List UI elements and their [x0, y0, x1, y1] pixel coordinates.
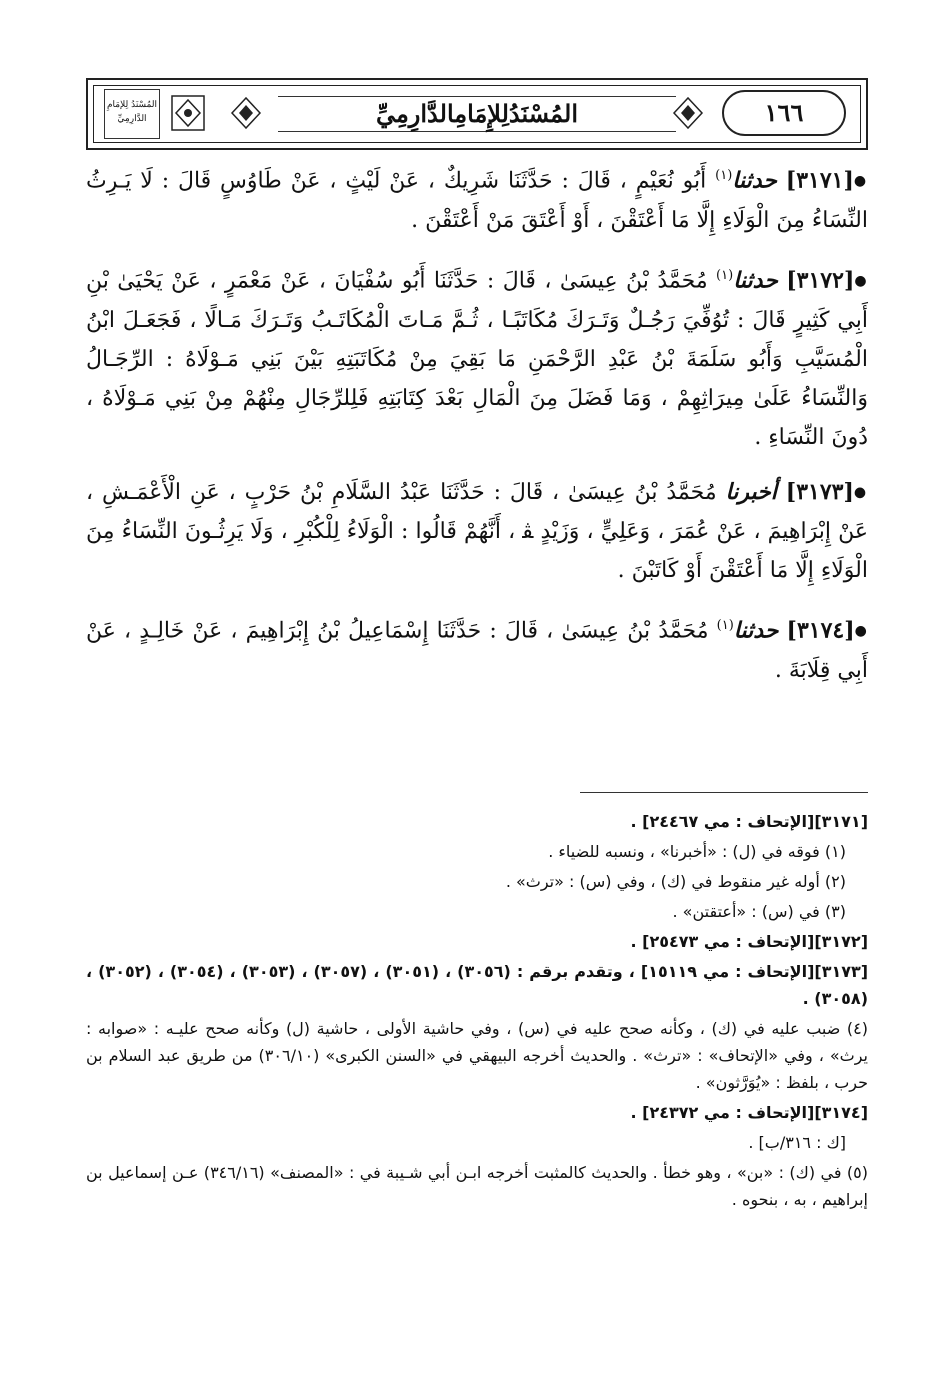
- hadith-opening: أخبرنا: [725, 478, 777, 505]
- hadith-number: [٣١٧٢]: [786, 267, 855, 294]
- hadith-opening: حدثنا: [733, 267, 778, 294]
- hadith-3173: [86, 473, 868, 591]
- footnote-item: [٣١٧٣][الإتحاف : مي ١٥١١٩] ، وتقدم برقم : (٣٠٥٦) ، (٣٠٥١) ، (٣٠٥٧) ، (٣٠٥٣) ، (٣٠٥٤) ، (٣٠٥٢) ، (٣٠٥٨) .: [86, 962, 869, 1008]
- bullet-icon: ●: [854, 272, 869, 289]
- footnote-item: [٣١٧٤][الإتحاف : مي ٢٤٣٧٢] .: [630, 1103, 868, 1122]
- title-band: [278, 96, 676, 132]
- footnote-item: (١) فوقه في (ل) : «أخبرنا» ، ونسبه للضياء .: [548, 842, 846, 861]
- footnote-item: [٣١٧٢][الإتحاف : مي ٢٥٤٧٣] .: [630, 932, 868, 951]
- hadith-3171: [86, 156, 868, 240]
- page-header: [86, 78, 868, 150]
- footnote-item: [٣١٧١][الإتحاف : مي ٢٤٤٦٧] .: [630, 812, 868, 831]
- hadith-number: [٣١٧٣]: [785, 478, 854, 505]
- bullet-icon: ●: [854, 622, 868, 639]
- hadith-text: أَبُو نُعَيْمٍ ، قَالَ : حَدَّثَنَا شَرِيكٌ ، عَنْ لَيْثٍ ، عَنْ طَاوُسٍ قَالَ : لَا يَـرِثُ النِّسَاءُ مِنَ الْوَلَاءِ إِلَّا مَا أَعْتَقْنَ ، أَوْ أَعْتَقَ مَنْ أَعْتَقْنَ .: [86, 168, 868, 233]
- bullet-icon: ●: [853, 172, 868, 189]
- page-title: المُسْنَدُلِلإِمَامِالدَّارِمِيِّ: [375, 99, 579, 128]
- hadith-number: [٣١٧٤]: [786, 617, 855, 644]
- footnote-item: (٤) ضبب عليه في (ك) ، وكأنه صحح عليه في (س) ، وفي حاشية الأولى ، حاشية (ل) وكأنه صحح عليـه : «صوابه : يرث» ، وفي «الإتحاف» : «ترث» . والحديث أخرجه البيهقي في «السنن الكبرى» (٣٠٦/١٠) من طريق عبد السلام بن حرب ، بلفظ : «يُوَرَّثون» .: [86, 1019, 869, 1092]
- bullet-icon: ●: [853, 484, 869, 501]
- book-seal-logo: [104, 89, 160, 139]
- hadith-3172: [86, 256, 868, 457]
- hadith-number: [٣١٧١]: [785, 167, 854, 194]
- left-ornament-2-icon: [228, 94, 264, 132]
- hadith-text: مُحَمَّدُ بْنُ عِيسَىٰ ، قَالَ : حَدَّثَنَا عَبْدُ السَّلَامِ بْنُ حَرْبٍ ، عَنِ الْأَعْمَـشِ ، عَنْ إِبْرَاهِيمَ ، عَنْ عُمَرَ ، وَعَلِيٍّ ، وَزَيْدٍ ﭭ ، أَنَّهُمْ قَالُوا : الْوَلَاءُ لِلْكُبْرِ ، وَلَا يَرِثُـونَ النِّسَاءُ مِنَ الْوَلَاءِ إِلَّا مَا أَعْتَقْنَ أَوْ كَاتَبْنَ .: [86, 479, 868, 584]
- page-number-box: [722, 90, 846, 136]
- footnote-ref-1: (١): [716, 618, 734, 634]
- hadith-body: [86, 156, 868, 706]
- hadith-text: مُحَمَّدُ بْنُ عِيسَىٰ ، قَالَ : حَدَّثَنَا أَبُو سُفْيَانَ ، عَنْ مَعْمَرٍ ، عَنْ يَحْيَىٰ بْنِ أَبِي كَثِيرٍ قَالَ : تُوُفِّيَ رَجُـلٌ وَتَـرَكَ مُكَاتَبًـا ، ثُـمَّ مَـاتَ الْمُكَاتَـبُ وَتَـرَكَ مَـالًا ، فَجَعَـلَ ابْنُ الْمُسَيَّبِ وَأَبُو سَلَمَةَ بْنُ عَبْدِ الرَّحْمَنِ مَا بَقِيَ مِنْ مُكَاتَبَتِهِ بَيْنَ بَنِي مَـوْلَاهُ : الرِّجَـالُ وَالنِّسَاءُ عَلَىٰ مِيرَاثِهِمْ ، وَمَا فَضَلَ مِنَ الْمَالِ بَعْدَ كِتَابَتِهِ فَلِلرِّجَالِ مِنْهُمْ مِنْ بَنِي مَـوْلَاهُ ، دُونَ النِّسَاءِ .: [86, 268, 868, 450]
- hadith-text: مُحَمَّدُ بْنُ عِيسَىٰ ، قَالَ : حَدَّثَنَا إِسْمَاعِيلُ بْنُ إِبْرَاهِيمَ ، عَنْ خَالِـدٍ ، عَنْ أَبِي قِلَابَةَ .: [86, 618, 868, 683]
- footnote-item: (٢) أوله غير منقوط في (ك) ، وفي (س) : «ترث» .: [505, 872, 846, 891]
- footnotes: [86, 808, 868, 1216]
- seal-text: المُسْنَدُ لِلإمَامِ الدَّارِمِيِّ: [106, 100, 158, 124]
- footnote-item: (٣) في (س) : «أعتقتن» .: [672, 902, 846, 921]
- left-ornament-icon: [170, 94, 206, 132]
- footnote-ref-1: (١): [715, 168, 733, 183]
- hadith-3174: [86, 606, 868, 690]
- right-ornament-icon: [670, 94, 706, 132]
- footnote-separator: [580, 792, 868, 793]
- hadith-opening: حدثنا: [732, 167, 777, 194]
- footnote-item: [ك : ٣١٦/ب] .: [748, 1133, 846, 1152]
- hadith-opening: حدثنا: [733, 617, 779, 644]
- page-number: ١٦٦: [764, 98, 804, 127]
- footnote-item: (٥) في (ك) : «بن» ، وهو خطأ . والحديث كالمثبت أخرجه ابـن أبي شـيبة في : «المصنف» (٣٤٦/١٦) عـن إسماعيل بن إبراهيم ، به ، بنحوه .: [86, 1163, 869, 1209]
- footnote-ref-1: (١): [716, 267, 734, 283]
